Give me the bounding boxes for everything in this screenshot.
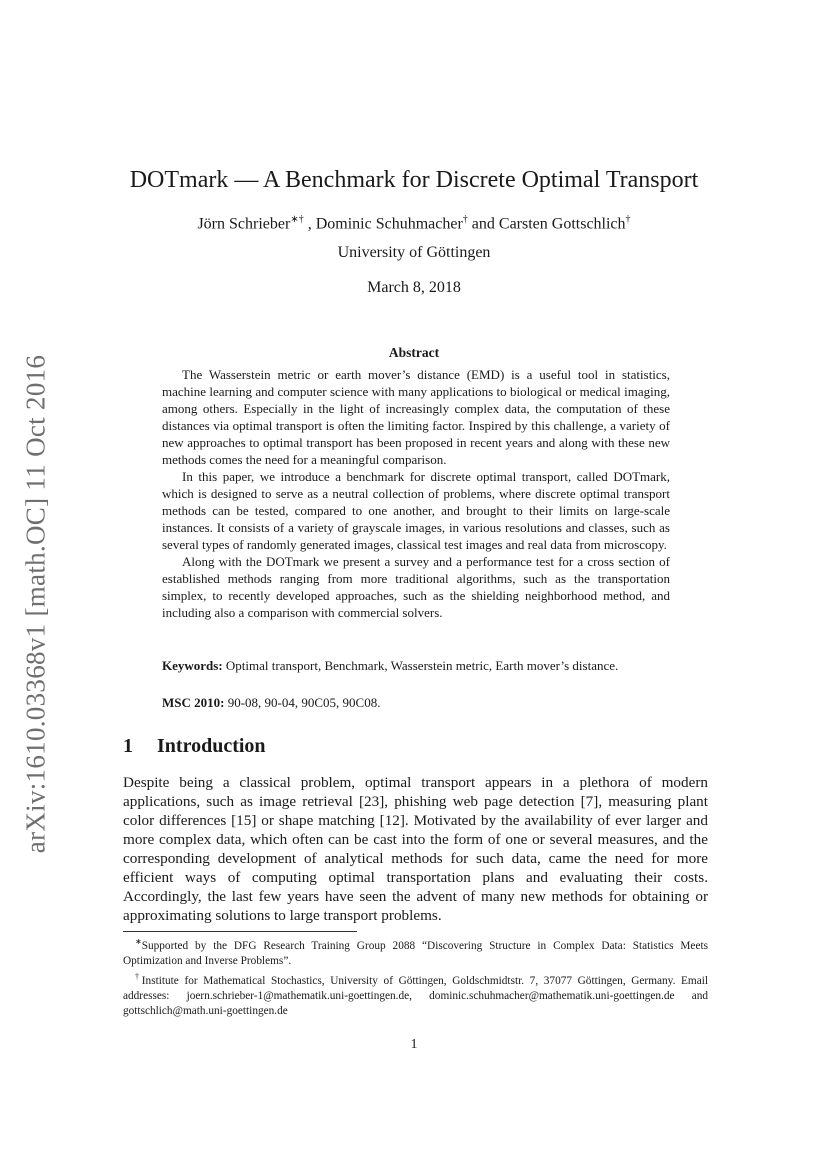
- abstract-paragraph: The Wasserstein metric or earth mover’s distance (EMD) is a useful tool in statistics, machine learning and computer science with many applications to biological or medical imaging, among others. Especially in the light of increasingly complex data, the computation of these distances via optimal transport is often the limiting factor. Inspired by this challenge, a variety of new approaches to optimal transport has been proposed in recent years and along with these new methods comes the need for a meaningful comparison.: [162, 367, 670, 467]
- footnote: [123, 934, 708, 969]
- author-footnote-mark: †: [462, 214, 468, 225]
- author-footnote-mark: ∗†: [290, 214, 304, 225]
- author-name: Carsten Gottschlich: [498, 215, 626, 233]
- keywords: [162, 657, 670, 674]
- msc-classification: [162, 694, 670, 711]
- footnote-mark: ∗: [135, 937, 142, 946]
- keywords-text: Optimal transport, Benchmark, Wasserstein metric, Earth mover’s distance.: [225, 658, 619, 673]
- author-name: Dominic Schuhmacher: [315, 215, 463, 233]
- msc-label: MSC 2010:: [162, 695, 225, 710]
- footnote-text: Institute for Mathematical Stochastics, University of Göttingen, Goldschmidtstr. 7, 37077 Göttingen, Germany. Email addresses: joern.schrieber-1@mathematik.uni-goettingen.de, dominic.schuhmacher@mathematik.uni-goettingen.de and gottschlich@math.uni-goettingen.de: [123, 974, 708, 1017]
- section-number: 1: [123, 735, 133, 757]
- author-name: Jörn Schrieber: [197, 215, 291, 233]
- footnote-text: Supported by the DFG Research Training Group 2088 “Discovering Structure in Complex Data: Statistics Meets Optimization and Inverse Problems”.: [123, 939, 708, 967]
- section-title: Introduction: [157, 735, 266, 757]
- footnotes: [123, 934, 708, 1019]
- author-footnote-mark: †: [625, 214, 631, 225]
- msc-text: 90-08, 90-04, 90C05, 90C08.: [227, 695, 381, 710]
- keywords-label: Keywords:: [162, 658, 223, 673]
- body-paragraph: Despite being a classical problem, optimal transport appears in a plethora of modern applications, such as image retrieval [23], phishing web page detection [7], measuring plant color differences [15] or shape matching [12]. Motivated by the availability of ever larger and more complex data, which often can be cast into the form of one or several measures, and the corresponding development of analytical methods for such data, came the need for more efficient ways of computing optimal transportation plans and evaluating their costs. Accordingly, the last few years have seen the advent of many new methods for obtaining or approximating solutions to large transport problems.: [123, 774, 708, 924]
- footnote-rule: [123, 931, 357, 932]
- author-line: [0, 214, 828, 233]
- arxiv-side-stamp: arXiv:1610.03368v1 [math.OC] 11 Oct 2016: [20, 354, 51, 854]
- footnote-mark: †: [135, 971, 142, 981]
- abstract-body: [162, 366, 670, 621]
- author-separator: and: [467, 215, 499, 233]
- publication-date: March 8, 2018: [367, 279, 461, 296]
- abstract-heading: Abstract: [388, 345, 440, 360]
- abstract-paragraph: Along with the DOTmark we present a survey and a performance test for a cross section of established methods ranging from more traditional algorithms, such as the transportation simplex, to recently developed approaches, such as the shielding neighborhood method, and including also a comparison with commercial solvers.: [162, 554, 670, 620]
- paper-title: DOTmark — A Benchmark for Discrete Optimal Transport: [129, 167, 699, 193]
- introduction-body: [123, 773, 708, 925]
- footnote: [123, 969, 708, 1019]
- section-heading: [123, 735, 266, 758]
- affiliation: University of Göttingen: [337, 244, 491, 261]
- author-separator: ,: [303, 215, 316, 233]
- page-number: 1: [410, 1037, 418, 1052]
- abstract-paragraph: In this paper, we introduce a benchmark for discrete optimal transport, called DOTmark, which is designed to serve as a neutral collection of problems, where discrete optimal transport methods can be tested, compared to one another, and brought to their limits on large-scale instances. It consists of a variety of grayscale images, in various resolutions and classes, such as several types of randomly generated images, classical test images and real data from microscopy.: [162, 469, 670, 552]
